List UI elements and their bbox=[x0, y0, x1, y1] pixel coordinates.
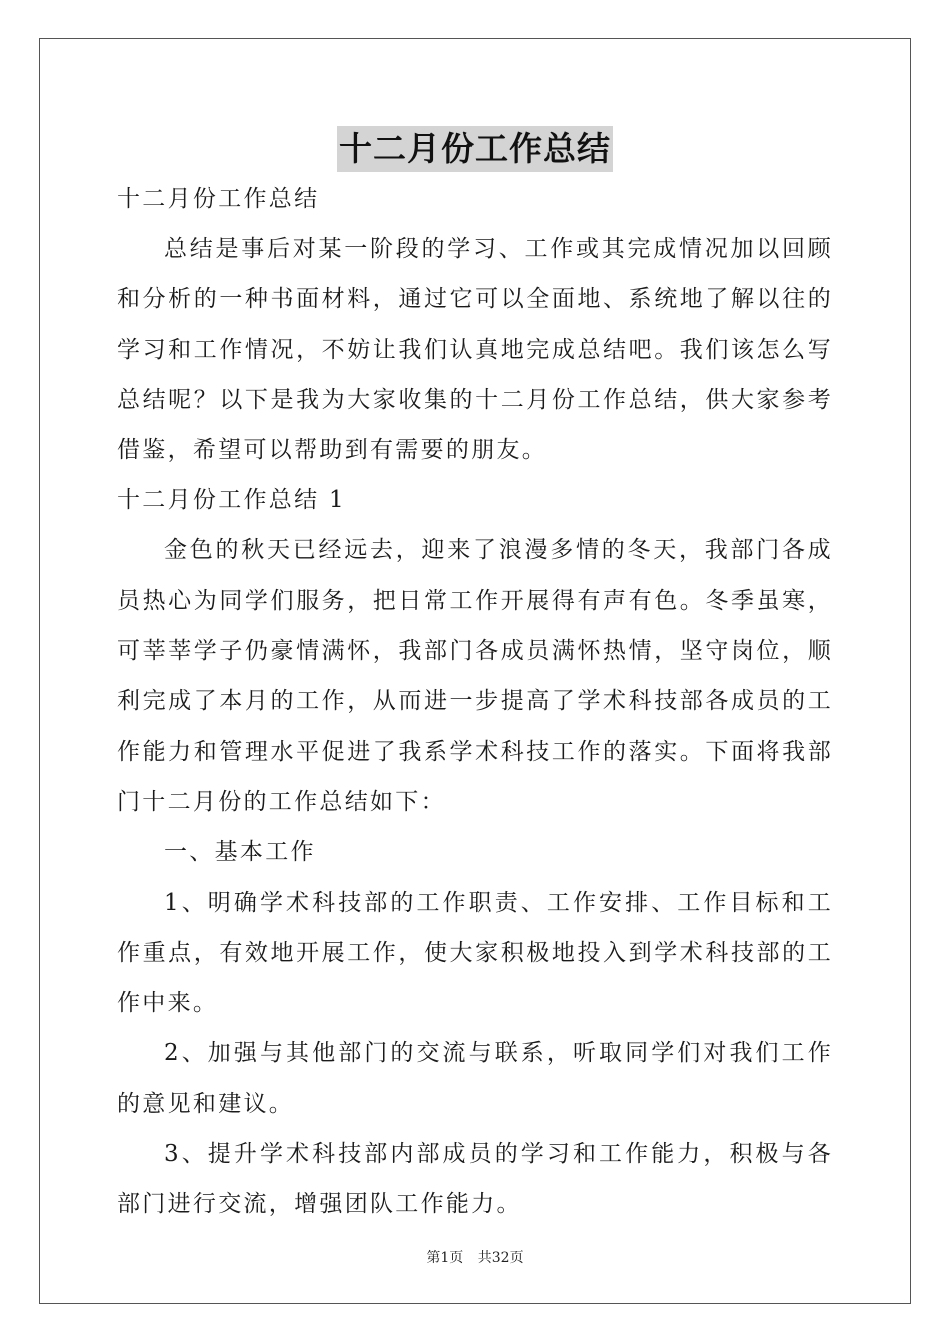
page-footer bbox=[0, 1247, 950, 1267]
document-body bbox=[117, 174, 833, 1230]
page-number: 第1页 bbox=[426, 1250, 464, 1266]
page-total: 共32页 bbox=[477, 1250, 524, 1266]
body-paragraph: 金色的秋天已经远去，迎来了浪漫多情的冬天，我部门各成员热心为同学们服务，把日常工作开展得有声有色。冬季虽寒，可莘莘学子仍豪情满怀，我部门各成员满怀热情，坚守岗位，顺利完成了本月的工作，从而进一步提高了学术科技部各成员的工作能力和管理水平促进了我系学术科技工作的落实。下面将我部门十二月份的工作总结如下： bbox=[117, 537, 833, 815]
document-title-text: 十二月份工作总结 bbox=[337, 126, 613, 172]
document-subtitle: 十二月份工作总结 bbox=[117, 186, 320, 212]
intro-paragraph: 总结是事后对某一阶段的学习、工作或其完成情况加以回顾和分析的一种书面材料，通过它可以全面地、系统地了解以往的学习和工作情况，不妨让我们认真地完成总结吧。我们该怎么写总结呢？以下是我为大家收集的十二月份工作总结，供大家参考借鉴，希望可以帮助到有需要的朋友。 bbox=[117, 236, 833, 464]
list-item: 2、加强与其他部门的交流与联系，听取同学们对我们工作的意见和建议。 bbox=[117, 1040, 833, 1117]
sub-heading: 一、基本工作 bbox=[164, 839, 316, 866]
list-item: 3、提升学术科技部内部成员的学习和工作能力，积极与各部门进行交流，增强团队工作能力。 bbox=[117, 1141, 833, 1218]
list-item: 1、明确学术科技部的工作职责、工作安排、工作目标和工作重点，有效地开展工作，使大家积极地投入到学术科技部的工作中来。 bbox=[117, 889, 833, 1017]
section-heading: 十二月份工作总结 1 bbox=[117, 487, 346, 514]
document-title bbox=[0, 126, 950, 172]
